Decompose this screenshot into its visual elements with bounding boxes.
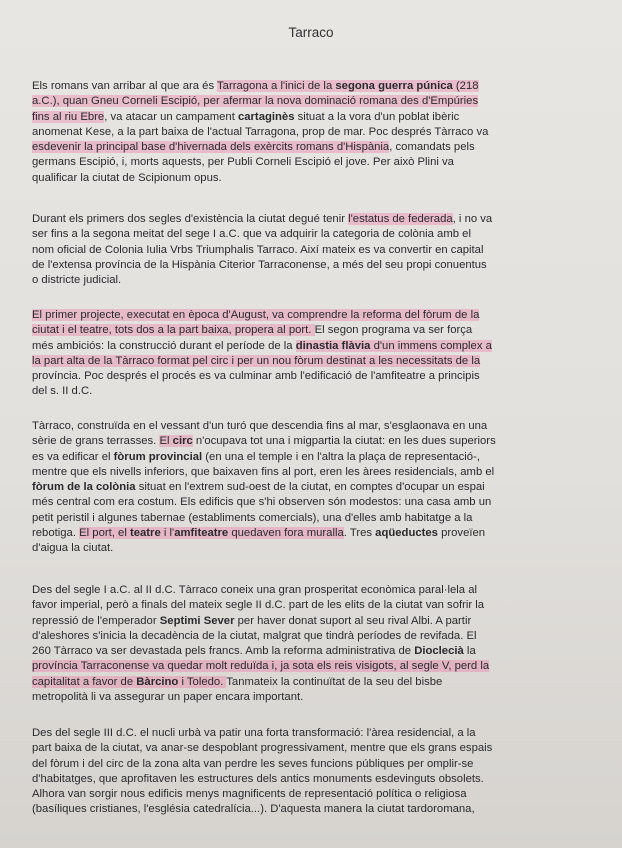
text-line (32, 772, 580, 787)
highlighted-text: (218 (452, 80, 479, 92)
text-segment: , comandats pels (389, 141, 475, 154)
text-line (32, 140, 580, 155)
paragraph-5 (32, 583, 580, 705)
text-segment: situat a la vora d'un poblat ibèric (294, 110, 460, 123)
highlighted-text: capitalitat a favor de (32, 675, 137, 688)
text-segment: de l'extensa província de la Hispània Citerior Tarraconense, a més del seu propi conuentus (32, 258, 487, 271)
text-segment: nom oficial de Colonia Iulia Vrbs Triumphalis Tarraco. Així mateix es va convertir en capital (32, 243, 484, 256)
text-segment: d'aigua la ciutat. (32, 542, 114, 555)
highlighted-text: El primer projecte, executat en època d'August, va comprendre la reforma del fòrum de la (32, 309, 480, 321)
text-segment: ser fins a la segona meitat del sege I a.C. que va adquirir la categoria de colònia amb el (32, 228, 471, 241)
text-segment: favor imperial, però a finals del mateix segle II d.C. part de les elits de la ciutat van sofrir la (32, 599, 485, 612)
highlighted-text: a.C.), quan Gneu Corneli Escipió, per afermar la nova dominació romana des d'Empúries (32, 95, 479, 108)
text-line (32, 787, 580, 802)
text-segment: del fòrum i del circ de la zona alta van perdre les seves funcions públiques per omplir-se (32, 757, 474, 770)
highlighted-text: província Tarraconense va quedar molt reduïda i, ja sota els reis visigots, al segle V, perd la (32, 660, 490, 673)
text-segment: Tàrraco, construïda en el vessant d'un turó que descendia fins al mar, s'esglaonava en una (32, 420, 488, 432)
text-line (32, 726, 580, 741)
text-segment: part baixa de la ciutat, va anar-se despoblant progressivament, mentre que els grans espais (32, 742, 493, 755)
text-line (32, 511, 580, 526)
text-line (32, 125, 580, 140)
text-line (32, 802, 580, 817)
text-line (32, 369, 580, 384)
text-segment: petit peristil i algunes tabernae (establiments comercials), una d'elles amb habitatge a la (32, 511, 473, 524)
text-segment: més central com era costum. Els edificis que s'hi observen són modestos: una casa amb un (32, 496, 492, 509)
text-segment: qualificar la ciutat de Scipionum opus. (32, 171, 222, 184)
bold-text: cartaginès (237, 110, 295, 123)
text-segment: d'habitatges, que aprofitaven les estructures dels antics monuments esdevinguts obsolets. (32, 772, 484, 785)
text-line (32, 339, 580, 354)
bold-text: Septimi Sever (159, 614, 235, 627)
text-segment: . Tres (343, 527, 376, 540)
text-line (32, 354, 580, 369)
highlighted-text: i l' (160, 527, 175, 540)
text-line (32, 675, 580, 690)
text-line (32, 227, 580, 242)
text-segment: , va atacar un campament (104, 110, 238, 123)
highlighted-text: ciutat i el teatre, tots dos a la part baixa, propera al port. (32, 324, 315, 337)
text-line (32, 495, 580, 510)
highlighted-text: l'estatus de federada (348, 213, 453, 225)
text-line (32, 79, 580, 94)
text-segment: Des del segle III d.C. el nucli urbà va patir una forta transformació: l'àrea residencial, a la (32, 727, 476, 739)
highlighted-text: fins al riu Ebre (32, 110, 105, 123)
text-line (32, 110, 580, 125)
text-line (32, 171, 580, 186)
highlighted-text: esdevenir la principal base d'hivernada dels exèrcits romans d'Hispània (32, 141, 390, 154)
text-segment: (basíliques cristianes, l'església catedralícia...). D'aquesta manera la ciutat tardoromana, (32, 803, 475, 816)
page-title: Tarraco (288, 25, 334, 40)
text-line (32, 273, 580, 288)
text-segment: rebotiga. (32, 527, 80, 540)
highlighted-text: quedaven fora muralla (228, 527, 344, 540)
text-segment: anomenat Kese, a la part baixa de l'actual Tarragona, prop de mar. Poc després Tàrraco va (32, 125, 489, 138)
text-segment: El segon programa va ser força (314, 324, 473, 337)
highlighted-text: Tarragona a l'inici de la (217, 80, 336, 92)
paragraph-6 (32, 726, 580, 818)
text-segment: Alhora van sorgir nous edificis menys magnificents de representació política o religiosa (32, 788, 467, 801)
bold-text: fòrum provincial (113, 450, 203, 463)
text-segment: la (463, 645, 476, 658)
text-line (32, 258, 580, 273)
text-line (32, 757, 580, 772)
text-line (32, 583, 580, 598)
text-segment: per haver donat suport al seu rival Albi. A partir (234, 614, 472, 627)
text-line (32, 598, 580, 613)
text-segment: germans Escipió, i, morts aquests, per Publi Corneli Escipió el jove. Per això Plini va (32, 156, 454, 169)
text-line (32, 690, 580, 705)
text-segment: Els romans van arribar al que ara és (32, 80, 218, 92)
text-line (32, 243, 580, 258)
paragraph-1 (32, 79, 580, 186)
text-segment: (en una el temple i en l'altra la plaça de representació-, (202, 450, 480, 463)
highlighted-text: i Toledo. (178, 675, 227, 688)
text-segment: mentre que els nivells inferiors, que baixaven fins al port, eren les àrees residencials, amb el (32, 465, 495, 478)
text-segment: n'ocupava tot una i migpartia la ciutat: en les dues superiors (192, 435, 496, 448)
text-line (32, 614, 580, 629)
text-segment: repressió de l'emperador (32, 614, 160, 627)
text-segment: , i no va (452, 213, 493, 225)
highlighted-text: amfiteatre (174, 527, 229, 540)
text-segment: Des del segle I a.C. al II d.C. Tàrraco coneix una gran prosperitat econòmica paral·lela al (32, 584, 477, 596)
text-line (32, 308, 580, 323)
text-segment: 260 Tàrraco va ser devastada pels francs. Amb la reforma administrativa de (32, 645, 415, 658)
text-line (32, 450, 580, 465)
text-segment: metropolità li va assegurar un paper encara important. (32, 691, 304, 704)
text-segment: sèrie de grans terrasses. (32, 435, 160, 448)
text-line (32, 526, 580, 541)
text-segment: Tanmateix la continuïtat de la seu del bisbe (226, 675, 443, 688)
highlighted-text: Bàrcino (136, 675, 179, 688)
text-line (32, 741, 580, 756)
text-segment: proveïen (437, 527, 486, 540)
highlighted-text: teatre (129, 527, 161, 540)
paragraph-3 (32, 308, 580, 400)
text-segment: més ambiciós: la construcció durant el període de la (32, 339, 296, 352)
paragraph-2 (32, 212, 580, 288)
highlighted-text: d'un immens complex a (370, 339, 492, 352)
text-line (32, 155, 580, 170)
text-line (32, 323, 580, 338)
text-segment: d'aleshores s'inicia la decadència de la ciutat, malgrat que tindrà períodes de revifada. El (32, 629, 477, 642)
highlighted-text: la part alta de la Tàrraco format pel circ i per un nou fòrum destinat a les necessitats de la (32, 354, 481, 367)
paragraph-4 (32, 419, 580, 557)
text-line (32, 541, 580, 556)
bold-text: aqüeductes (375, 527, 438, 540)
highlighted-text: segona guerra púnica (335, 80, 453, 92)
text-segment: situat en l'extrem sud-oest de la ciutat, en comptes d'ocupar un espai (135, 481, 485, 494)
text-line (32, 480, 580, 495)
text-segment: es va edificar el (32, 450, 114, 463)
text-line (32, 434, 580, 449)
highlighted-text: El (159, 435, 173, 448)
text-line (32, 644, 580, 659)
text-line (32, 94, 580, 109)
bold-text: Dioclecià (414, 645, 464, 658)
text-line (32, 384, 580, 399)
text-line (32, 212, 580, 227)
text-line (32, 465, 580, 480)
highlighted-text: El port, el (79, 527, 130, 540)
text-line (32, 629, 580, 644)
text-segment: Durant els primers dos segles d'existència la ciutat degué tenir (32, 213, 349, 225)
text-segment: província. Poc després el procés es va culminar amb l'edificació de l'amfiteatre a principis (32, 370, 480, 383)
bold-text: fòrum de la colònia (32, 481, 136, 494)
text-line (32, 419, 580, 434)
highlighted-text: dinastia flàvia (295, 339, 371, 352)
text-line (32, 659, 580, 674)
text-segment: del s. II d.C. (32, 385, 93, 398)
highlighted-text: circ (172, 435, 193, 448)
text-segment: o districte judicial. (32, 274, 122, 287)
